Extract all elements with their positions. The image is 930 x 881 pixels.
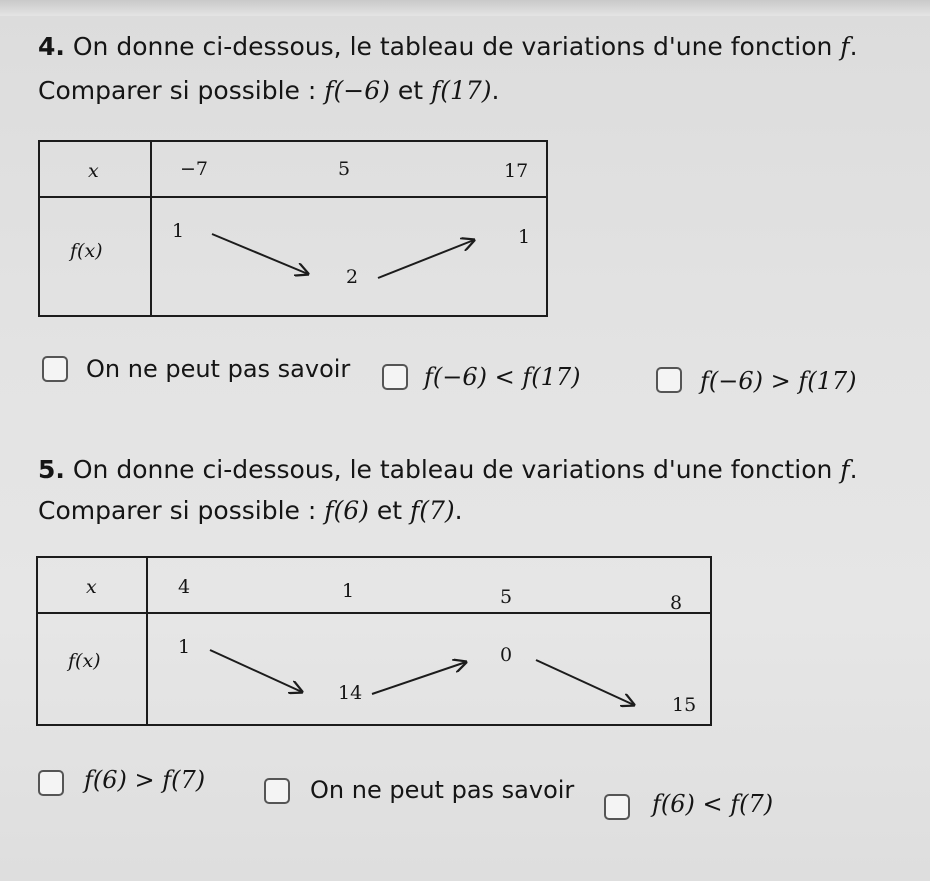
q5-decreasing-arrow-2 xyxy=(536,660,634,705)
q5-increasing-arrow xyxy=(372,662,466,694)
q4-f-value: 1 xyxy=(518,226,531,248)
q4-decreasing-arrow xyxy=(212,234,308,274)
q4-statement-end: . xyxy=(849,32,858,61)
q4-et: et xyxy=(397,76,423,105)
q4-statement: On donne ci-dessous, le tableau de variations d'une fonction xyxy=(72,32,833,61)
q5-statement: On donne ci-dessous, le tableau de variations d'une fonction xyxy=(72,455,833,484)
q4-fx-label: f(x) xyxy=(70,240,103,262)
q4-choice-label[interactable]: On ne peut pas savoir xyxy=(86,355,351,383)
q4-x-value: 5 xyxy=(338,158,351,180)
q5-compare-text: Comparer si possible : xyxy=(38,496,317,525)
q5-x-value: 4 xyxy=(178,576,191,598)
q5-fx-label: f(x) xyxy=(68,650,101,672)
q5-f-value: 1 xyxy=(178,636,191,658)
q4-x-value: −7 xyxy=(180,158,209,180)
q5-choice-label[interactable]: On ne peut pas savoir xyxy=(310,776,575,804)
q4-choice-label[interactable]: f(−6) < f(17) xyxy=(424,363,581,391)
q4-x-label: x xyxy=(88,160,99,182)
q5-value-b: f(7) xyxy=(410,496,455,525)
q4-question-end: . xyxy=(491,76,500,105)
q4-number: 4. xyxy=(38,32,65,61)
q4-choice-label[interactable]: f(−6) > f(17) xyxy=(700,367,857,395)
q5-et: et xyxy=(376,496,403,525)
q4-f-value: 1 xyxy=(172,220,185,242)
q4-function-name: f xyxy=(840,32,850,61)
q4-increasing-arrow xyxy=(378,240,474,278)
q5-choice-label[interactable]: f(6) > f(7) xyxy=(84,766,206,794)
q4-value-b: f(17) xyxy=(430,76,492,105)
q4-value-a: f(−6) xyxy=(324,76,390,105)
q5-decreasing-arrow xyxy=(210,650,302,692)
q5-function-name: f xyxy=(840,455,850,484)
q5-value-a: f(6) xyxy=(324,496,369,525)
q5-x-value: 8 xyxy=(670,592,683,614)
q5-f-value: 15 xyxy=(672,694,697,716)
q5-f-value: 14 xyxy=(338,682,363,704)
q4-x-value: 17 xyxy=(504,160,529,182)
q5-choice-label[interactable]: f(6) < f(7) xyxy=(652,790,774,818)
q5-x-value: 5 xyxy=(500,586,513,608)
q5-statement-end: . xyxy=(849,455,858,484)
q5-x-label: x xyxy=(86,576,97,598)
q5-number: 5. xyxy=(38,455,65,484)
q4-f-value: 2 xyxy=(346,266,359,288)
q4-compare-text: Comparer si possible : xyxy=(38,76,317,105)
q5-question-end: . xyxy=(454,496,463,525)
q5-x-value: 1 xyxy=(342,580,355,602)
q5-f-value: 0 xyxy=(500,644,513,666)
